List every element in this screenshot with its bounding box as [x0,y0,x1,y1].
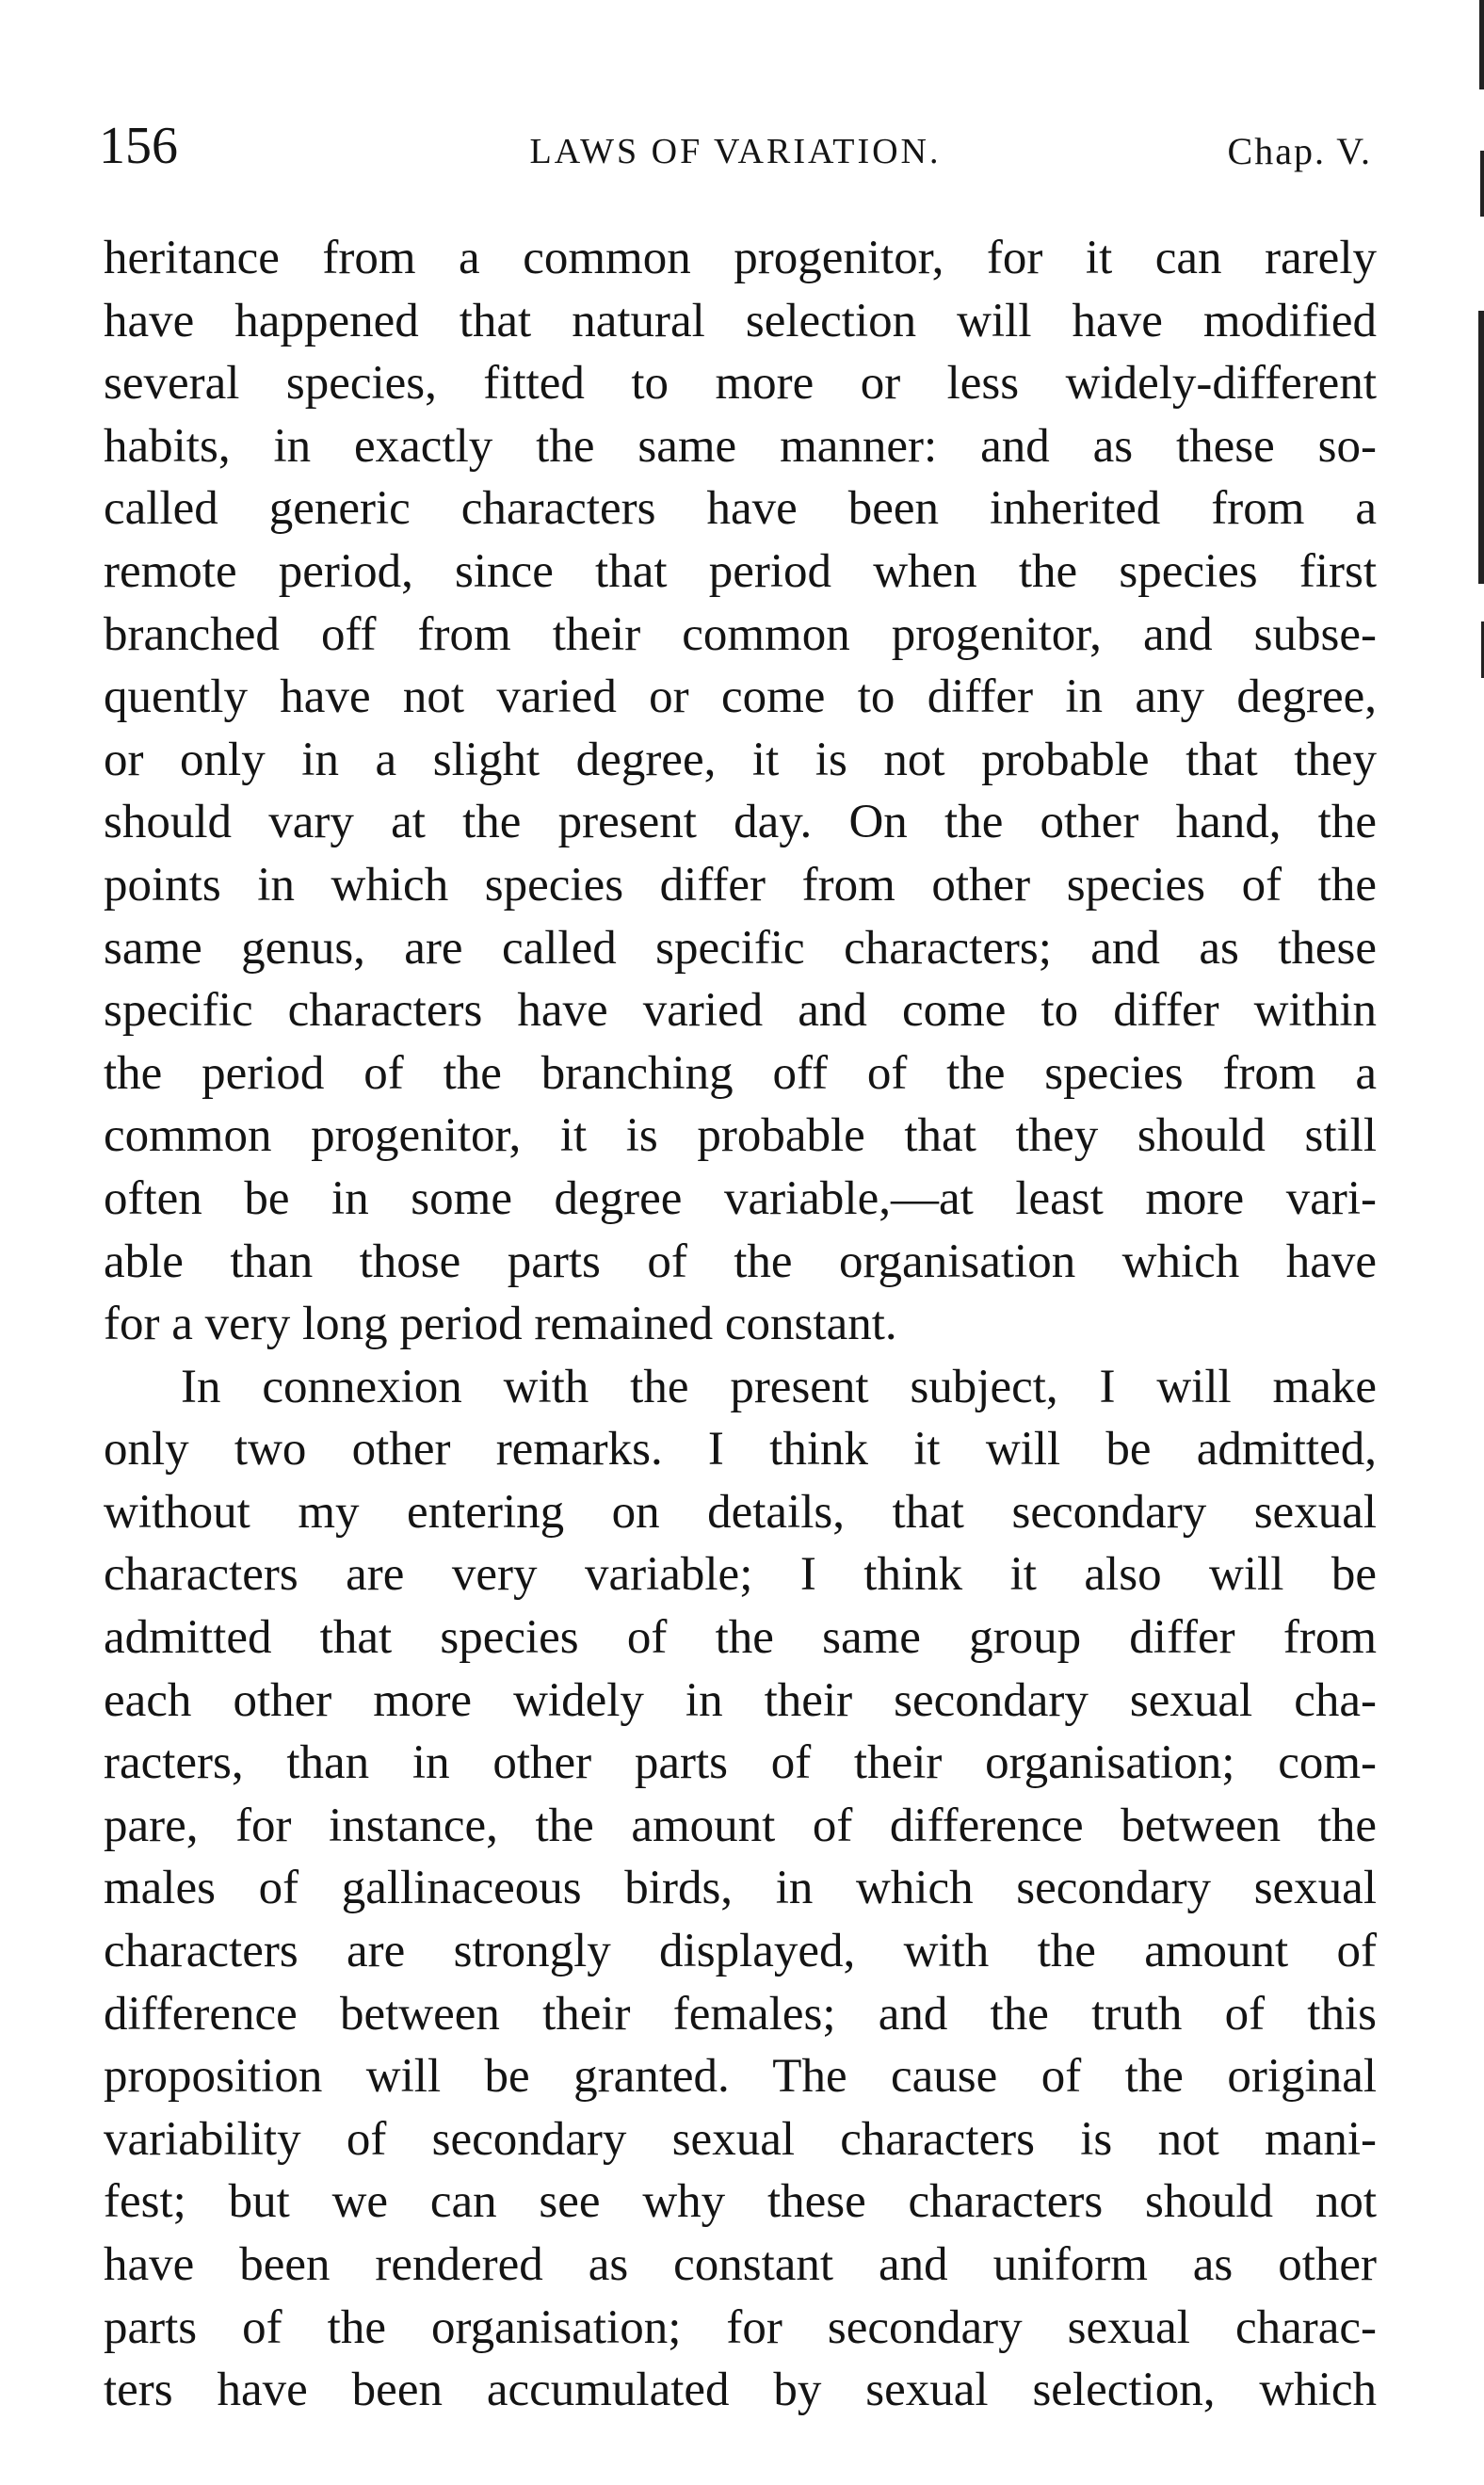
text-line: pare, for instance, the amount of difference between the [104,1799,1377,1852]
text-line: characters are strongly displayed, with the amount of [104,1925,1377,1978]
text-line: quently have not varied or come to differ in any degree, [104,670,1377,724]
page-edge-mark [1478,311,1484,584]
text-line: remote period, since that period when the species first [104,544,1377,598]
text-line: several species, fitted to more or less widely-different [104,357,1377,411]
chapter-label: Chap. V. [1227,130,1372,172]
text-line: for a very long period remained constant. [104,1298,897,1351]
text-line: racters, than in other parts of their organisation; com- [104,1736,1377,1790]
text-line: the period of the branching off of the species from a [104,1046,1377,1100]
text-line: males of gallinaceous birds, in which secondary sexual [104,1862,1377,1915]
text-line: called generic characters have been inherited from a [104,482,1377,536]
text-line: heritance from a common progenitor, for it can rarely [104,232,1377,284]
text-line: have happened that natural selection will have modified [104,294,1377,347]
text-line: or only in a slight degree, it is not probable that they [104,733,1377,786]
body-text [104,227,1377,2422]
text-line: admitted that species of the same group differ from [104,1611,1377,1665]
page-edge-mark [1479,0,1484,89]
page-number: 156 [99,117,178,175]
text-line: only two other remarks. I think it will be admitted, [104,1423,1377,1476]
text-line: common progenitor, it is probable that they should still [104,1109,1377,1163]
text-line: each other more widely in their secondary sexual cha- [104,1673,1377,1727]
page-edge-mark [1480,151,1484,217]
text-line: often be in some degree variable,—at least more vari- [104,1171,1377,1225]
text-line: ters have been accumulated by sexual selection, which [104,2364,1377,2417]
text-line: habits, in exactly the same manner: and as these so- [104,419,1377,473]
text-line: specific characters have varied and come to differ within [104,984,1377,1038]
text-line: difference between their females; and the truth of this [104,1987,1377,2041]
running-title: LAWS OF VARIATION. [529,132,942,171]
running-header [99,113,1372,179]
text-line: should vary at the present day. On the other hand, the [104,796,1377,849]
paragraph-first-line: In connexion with the present subject, I will make [181,1360,1377,1413]
text-line: parts of the organisation; for secondary sexual charac- [104,2300,1377,2354]
text-line: characters are very variable; I think it also will be [104,1548,1377,1602]
text-line: branched off from their common progenitor, and subse- [104,607,1377,661]
text-line: points in which species differ from other species of the [104,858,1377,912]
text-line: fest; but we can see why these characters should not [104,2175,1377,2229]
text-line: have been rendered as constant and uniform as other [104,2238,1377,2291]
text-line: able than those parts of the organisation which have [104,1234,1377,1288]
text-line: proposition will be granted. The cause of the original [104,2050,1377,2104]
text-line: without my entering on details, that secondary sexual [104,1485,1377,1539]
text-line: same genus, are called specific characters; and as these [104,921,1377,975]
text-line: variability of secondary sexual characters is not mani- [104,2112,1377,2166]
